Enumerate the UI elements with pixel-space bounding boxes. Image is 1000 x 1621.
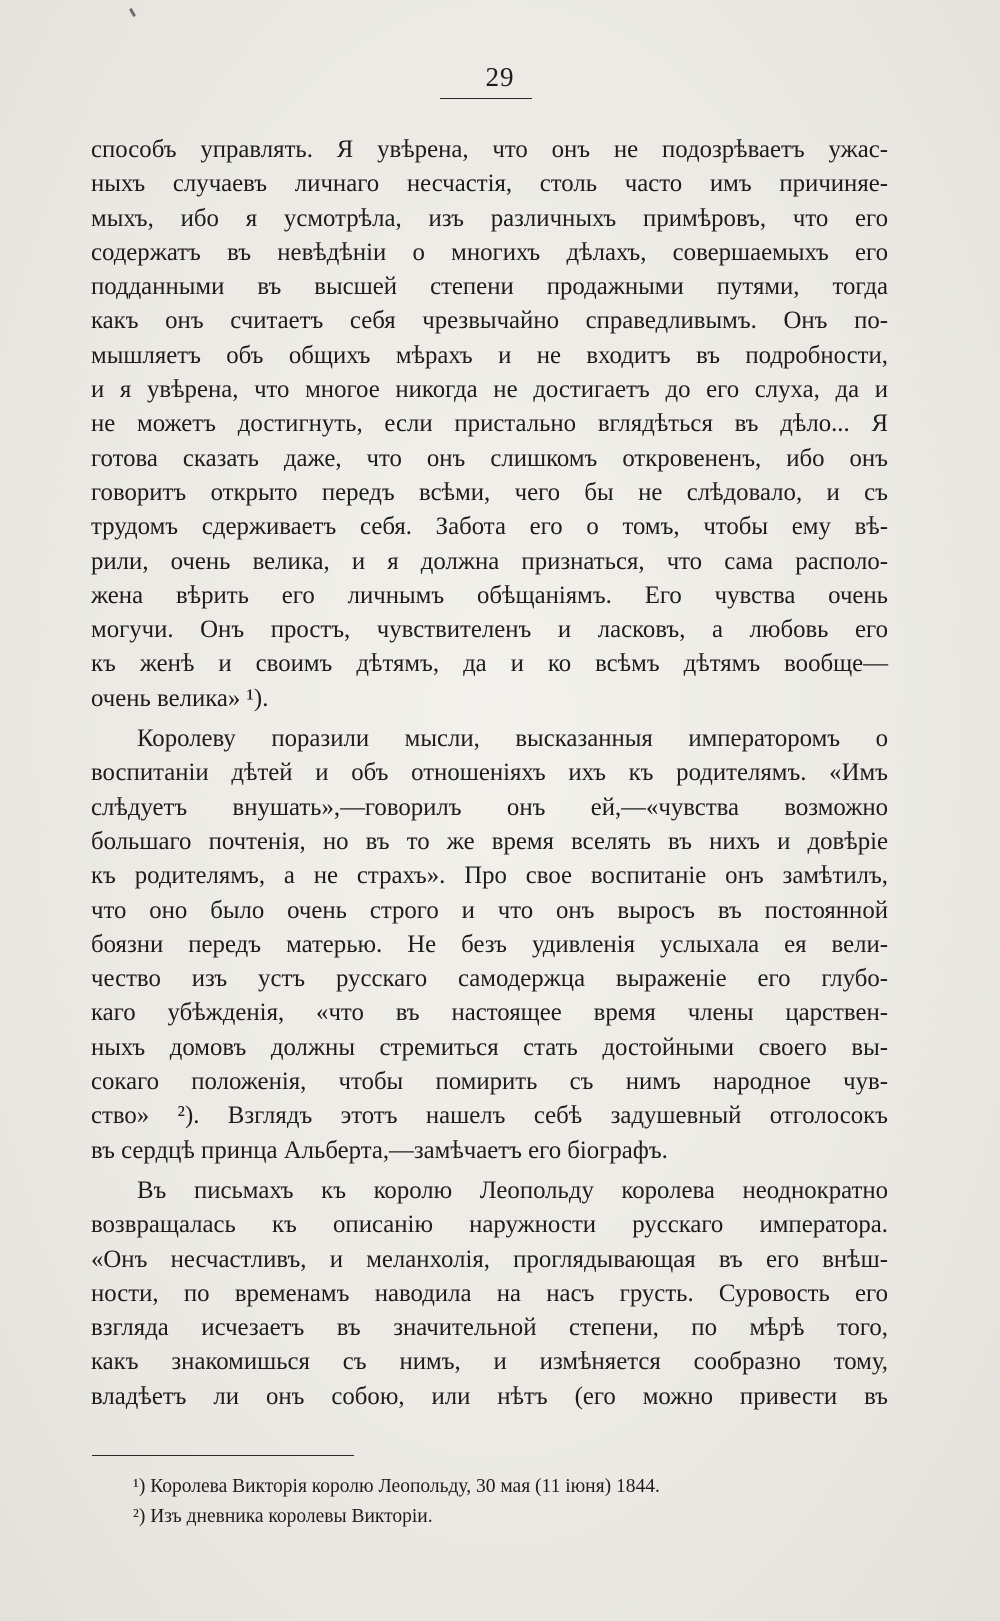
text-line: что оно было очень строго и что онъ выросъ въ постоянной bbox=[91, 896, 888, 924]
text-line: и я увѣрена, что многое никогда не достигаетъ до его слуха, да и bbox=[91, 376, 888, 404]
text-line: ныхъ случаевъ личнаго несчастія, столь часто имъ причиняе- bbox=[91, 170, 888, 198]
text-line: какъ онъ считаетъ себя чрезвычайно справедливымъ. Онъ по- bbox=[91, 307, 888, 335]
text-line: трудомъ сдерживаетъ себя. Забота его о томъ, чтобы ему вѣ- bbox=[91, 513, 888, 541]
text-line: къ женѣ и своимъ дѣтямъ, да и ко всѣмъ дѣтямъ вообще— bbox=[91, 650, 888, 678]
text-line: большаго почтенія, но въ то же время вселять въ нихъ и довѣріе bbox=[91, 827, 888, 855]
print-speck bbox=[129, 8, 136, 17]
text-line: подданными въ высшей степени продажными путями, тогда bbox=[91, 273, 888, 301]
text-line: къ родителямъ, а не страхъ». Про свое воспитаніе онъ замѣтилъ, bbox=[91, 862, 888, 890]
text-line: ности, по временамъ наводила на насъ грусть. Суровость его bbox=[91, 1279, 888, 1307]
text-line: воспитаніи дѣтей и объ отношеніяхъ ихъ къ родителямъ. «Имъ bbox=[91, 759, 888, 787]
text-line: рили, очень велика, и я должна признаться, что сама располо- bbox=[91, 547, 888, 575]
text-line: боязни передъ матерью. Не безъ удивленія услыхала ея вели- bbox=[91, 930, 888, 958]
page-number-rule bbox=[440, 98, 532, 99]
footnote-rule bbox=[92, 1455, 354, 1456]
text-line: содержатъ въ невѣдѣніи о многихъ дѣлахъ, совершаемыхъ его bbox=[91, 238, 888, 266]
text-line: каго убѣжденія, «что въ настоящее время члены царствен- bbox=[91, 999, 888, 1027]
text-line: жена вѣрить его личнымъ обѣщаніямъ. Его чувства очень bbox=[91, 581, 888, 609]
text-line: ство» ²). Взглядъ этотъ нашелъ себѣ задушевный отголосокъ bbox=[91, 1102, 888, 1130]
body-text bbox=[91, 133, 888, 1414]
text-line: Въ письмахъ къ королю Леопольду королева неоднократно bbox=[137, 1176, 888, 1204]
text-line: чество изъ устъ русскаго самодержца выраженіе его глубо- bbox=[91, 965, 888, 993]
text-line: Королеву поразили мысли, высказанныя императоромъ о bbox=[137, 725, 888, 753]
footnote: ¹) Королева Викторія королю Леопольду, 30 мая (11 іюня) 1844. bbox=[133, 1476, 660, 1497]
footnote: ²) Изъ дневника королевы Викторіи. bbox=[133, 1506, 433, 1527]
text-line: въ сердцѣ принца Альберта,—замѣчаетъ его біографъ. bbox=[91, 1136, 668, 1164]
text-line: ныхъ домовъ должны стремиться стать достойными своего вы- bbox=[91, 1033, 888, 1061]
text-line: мышляетъ объ общихъ мѣрахъ и не входитъ въ подробности, bbox=[91, 341, 888, 369]
footnotes bbox=[133, 1472, 893, 1532]
text-line: могучи. Онъ простъ, чувствителенъ и ласковъ, а любовь его bbox=[91, 616, 888, 644]
text-line: возвращалась къ описанію наружности русскаго императора. bbox=[91, 1211, 888, 1239]
text-line: способъ управлять. Я увѣрена, что онъ не подозрѣваетъ ужас- bbox=[91, 136, 888, 163]
text-line: не можетъ достигнуть, если пристально вглядѣться въ дѣло... Я bbox=[91, 410, 888, 438]
text-line: владѣетъ ли онъ собою, или нѣтъ (его можно привести въ bbox=[91, 1382, 888, 1410]
text-line: мыхъ, ибо я усмотрѣла, изъ различныхъ примѣровъ, что его bbox=[91, 204, 888, 232]
page-number: 29 bbox=[485, 62, 515, 92]
text-line: говоритъ открыто передъ всѣми, чего бы не слѣдовало, и съ bbox=[91, 478, 888, 506]
text-line: какъ знакомишься съ нимъ, и измѣняется сообразно тому, bbox=[91, 1348, 888, 1376]
text-line: готова сказать даже, что онъ слишкомъ откровененъ, ибо онъ bbox=[91, 444, 888, 472]
text-line: «Онъ несчастливъ, и меланхолія, проглядывающая въ его внѣш- bbox=[91, 1245, 888, 1273]
text-line: взгляда исчезаетъ въ значительной степени, по мѣрѣ того, bbox=[91, 1314, 888, 1342]
text-line: сокаго положенія, чтобы помирить съ нимъ народное чув- bbox=[91, 1068, 888, 1096]
text-line: слѣдуетъ внушать»,—говорилъ онъ ей,—«чувства возможно bbox=[91, 793, 888, 821]
text-line: очень велика» ¹). bbox=[91, 684, 269, 712]
